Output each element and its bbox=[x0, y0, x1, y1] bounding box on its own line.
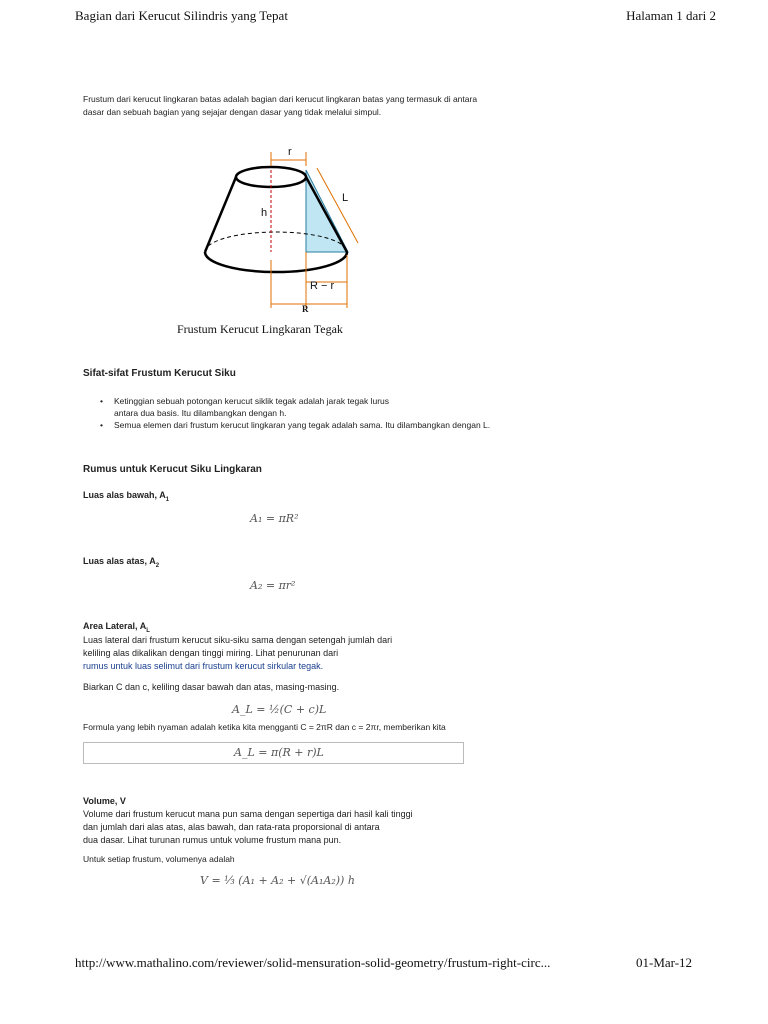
volume-heading: Volume, V bbox=[83, 796, 126, 806]
label-R: R bbox=[302, 304, 309, 314]
al-formula-2: A_L = π(R + r)L bbox=[234, 746, 324, 759]
al-heading bbox=[83, 621, 150, 634]
intro-line-1: Frustum dari kerucut lingkaran batas adalah bagian dari kerucut lingkaran batas yang termasuk di antara bbox=[83, 94, 478, 104]
a1-subscript: 1 bbox=[165, 496, 170, 503]
al-formula-1: A_L = ½(C + c)L bbox=[232, 703, 327, 716]
frustum-figure bbox=[195, 140, 375, 320]
property-2: Semua elemen dari frustum kerucut lingkaran yang tegak adalah sama. Itu dilambangkan dengan L. bbox=[114, 420, 491, 430]
a2-label: Luas alas atas, A bbox=[83, 556, 156, 566]
al-formula-box bbox=[83, 742, 464, 764]
a1-label: Luas alas bawah, A bbox=[83, 490, 166, 500]
volume-text-4: Untuk setiap frustum, volumenya adalah bbox=[83, 854, 235, 864]
formulas-heading: Rumus untuk Kerucut Siku Lingkaran bbox=[83, 464, 262, 475]
al-text-3: Biarkan C dan c, keliling dasar bawah dan atas, masing-masing. bbox=[83, 682, 340, 692]
property-1-line-2: antara dua basis. Itu dilambangkan dengan h. bbox=[114, 408, 287, 418]
property-1-line-1: Ketinggian sebuah potongan kerucut siklik tegak adalah jarak tegak lurus bbox=[114, 396, 390, 406]
properties-list bbox=[96, 395, 556, 431]
page-indicator: Halaman 1 dari 2 bbox=[626, 8, 716, 23]
volume-formula: V = ⅓ (A₁ + A₂ + √(A₁A₂)) h bbox=[200, 874, 355, 887]
al-label: Area Lateral, A bbox=[83, 621, 147, 631]
a2-subscript: 2 bbox=[155, 562, 160, 569]
al-text-4: Formula yang lebih nyaman adalah ketika kita mengganti C = 2πR dan c = 2πr, memberikan kita bbox=[83, 722, 446, 732]
property-item bbox=[96, 395, 556, 419]
label-r: r bbox=[288, 146, 292, 158]
document-title: Bagian dari Kerucut Silindris yang Tepat bbox=[75, 8, 288, 23]
volume-text-1: Volume dari frustum kerucut mana pun sama dengan sepertiga dari hasil kali tinggi bbox=[83, 809, 413, 819]
al-subscript: L bbox=[146, 627, 150, 634]
volume-text-3: dua dasar. Lihat turunan rumus untuk volume frustum mana pun. bbox=[83, 835, 342, 845]
al-text-1: Luas lateral dari frustum kerucut siku-siku sama dengan setengah jumlah dari bbox=[83, 635, 393, 645]
label-R-minus-r: R − r bbox=[310, 280, 335, 292]
a2-heading bbox=[83, 556, 159, 569]
a1-heading bbox=[83, 490, 169, 503]
label-L: L bbox=[342, 192, 349, 204]
footer-date: 01-Mar-12 bbox=[636, 955, 693, 970]
a2-formula: A₂ = πr² bbox=[250, 579, 296, 592]
lateral-area-derivation-link[interactable]: rumus untuk luas selimut dari frustum kerucut sirkular tegak. bbox=[83, 661, 324, 671]
intro-line-2: dasar dan sebuah bagian yang sejajar dengan dasar yang tidak melalui simpul. bbox=[83, 107, 382, 117]
volume-text-2: dan jumlah dari alas atas, alas bawah, dan rata-rata proporsional di antara bbox=[83, 822, 380, 832]
frustum-diagram bbox=[195, 140, 375, 320]
left-side bbox=[205, 177, 236, 252]
bottom-ellipse-front bbox=[205, 252, 347, 272]
al-text-2: keliling alas dikalikan dengan tinggi miring. Lihat penurunan dari bbox=[83, 648, 339, 658]
footer-url[interactable]: http://www.mathalino.com/reviewer/solid-mensuration-solid-geometry/frustum-right-circ... bbox=[75, 955, 551, 970]
a1-formula: A₁ = πR² bbox=[250, 512, 299, 525]
figure-caption: Frustum Kerucut Lingkaran Tegak bbox=[177, 322, 343, 336]
property-item bbox=[96, 419, 556, 431]
properties-heading: Sifat-sifat Frustum Kerucut Siku bbox=[83, 368, 236, 379]
label-h: h bbox=[261, 207, 268, 219]
